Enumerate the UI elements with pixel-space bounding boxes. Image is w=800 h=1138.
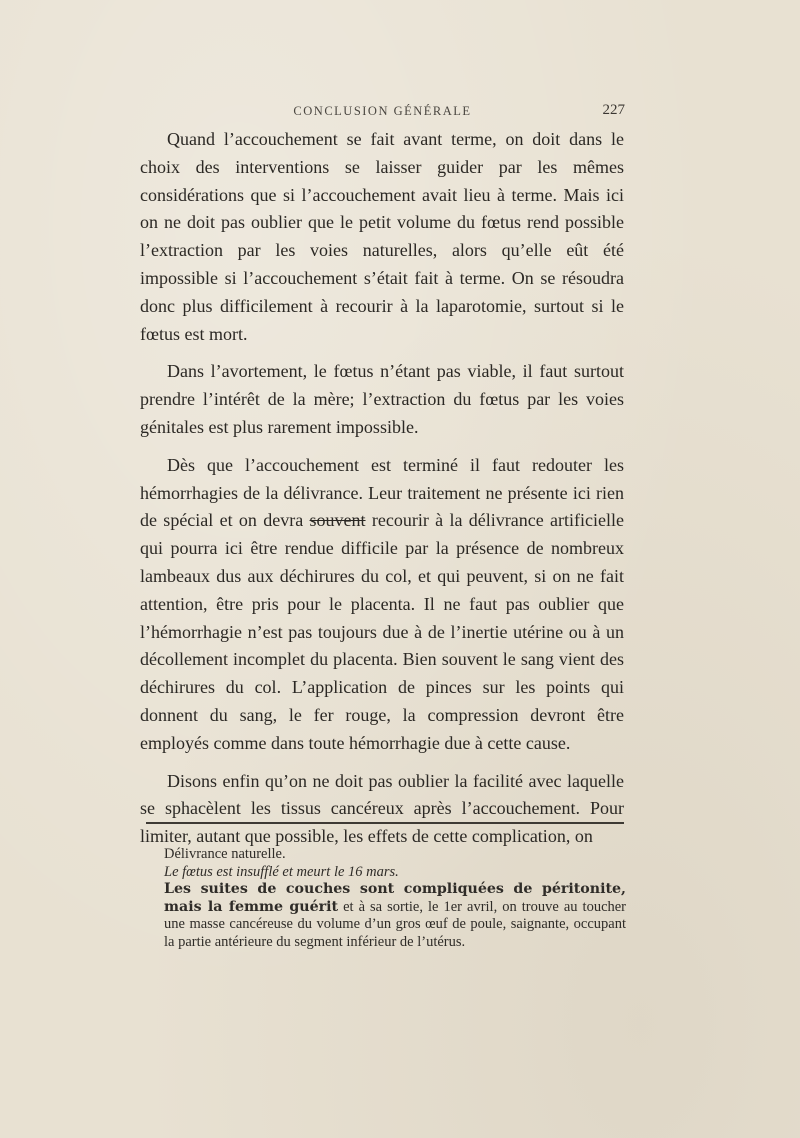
footnote-rule: [146, 822, 624, 824]
page-number: 227: [602, 102, 625, 118]
paragraph-2: Dans l’avortement, le fœtus n’étant pas viable, il faut surtout prendre l’intérêt de la mère; l’extraction du fœtus par les voies génitales est plus rarement impossible.: [140, 361, 624, 437]
running-header: [140, 104, 625, 124]
paragraph-3-end: recourir à la délivrance artificielle qui pourra ici être rendue difficile par la présence de nombreux lambeaux dus aux déchirures du col, et qui peuvent, si on ne fait attention, être pris pour le placenta. Il ne faut pas oublier que l’hémorrhagie n’est pas toujours due à de l’inertie utérine ou à un décollement incomplet du placenta. Bien souvent le sang vient des déchirures du col. L’application de pinces sur les points qui donnent du sang, le fer rouge, la compression devront être employés comme dans toute hémorrhagie due à cette cause.: [140, 510, 625, 753]
footnote-bold-text: Les suites de couches sont compliquées de péritonite, mais la femme guérit: [164, 881, 626, 915]
paragraph-3-start: Dès que l’accouchement est terminé il faut redouter les hémorrhagies de la délivrance. Leur traitement ne présente ici rien de spécial et on devra: [140, 454, 624, 531]
struck-word: souvent: [309, 510, 366, 531]
paragraph-1: Quand l’accouchement se fait avant terme, on doit dans le choix des interventions se laisser guider par les mêmes considérations que si l’accouchement avait lieu à terme. Mais ici on ne doit pas oublier que le petit volume du fœtus rend possible l’extraction par les voies naturelles, alors qu’elle eût été impossible si l’accouchement s’était fait à terme. On se résoudra donc plus difficilement à recourir à la laparotomie, surtout si le fœtus est mort.: [140, 129, 624, 344]
paragraph-3: [140, 452, 624, 758]
paragraph-4: Disons enfin qu’on ne doit pas oublier la facilité avec laquelle se sphacèlent les tissus cancéreux après l’accouchement. Pour limiter, autant que possible, les effets de cette complication, on: [140, 770, 624, 847]
footnote-line-2: Le fœtus est insufflé et meurt le 16 mars.: [164, 863, 399, 880]
running-title: CONCLUSION GÉNÉRALE: [293, 104, 472, 118]
footnote-line-3: [148, 881, 626, 951]
footnote-block: [148, 846, 626, 951]
main-text: [140, 126, 624, 851]
footnote-line-1: Délivrance naturelle.: [164, 846, 286, 862]
footnote-rest-text: et à sa sortie, le 1er avril, on trouve au toucher une masse cancéreuse du volume d’un gros œuf de poule, saignante, occupant la partie antérieure du segment inférieur de l’utérus.: [164, 898, 627, 950]
